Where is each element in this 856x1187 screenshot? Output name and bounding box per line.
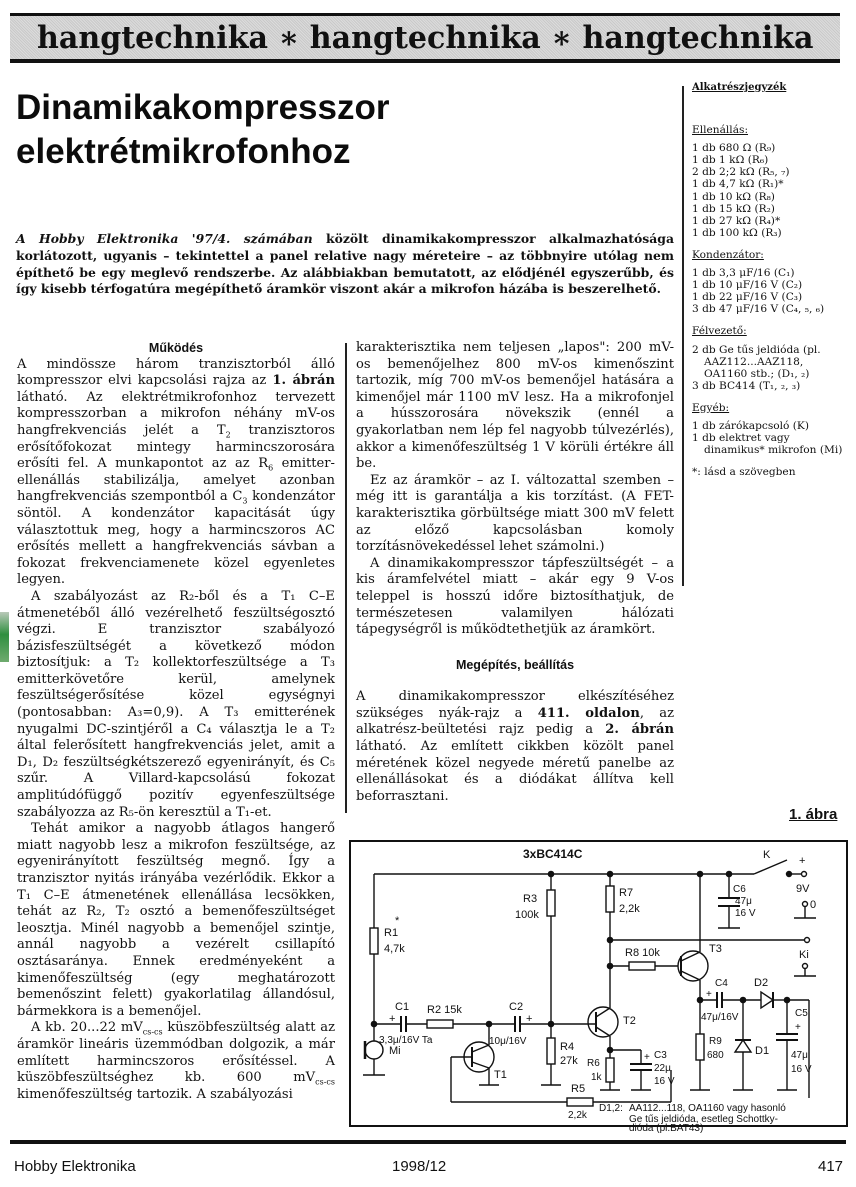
parts-item: 2 db Ge tűs jeldióda (pl. AAZ112...AAZ118, OA1160 stb.; (D₁, ₂) <box>692 343 821 380</box>
parts-item: 1 db elektret vagy dinamikus* mikrofon (Mi) <box>692 432 843 457</box>
svg-text:R2 15k: R2 15k <box>427 1004 462 1016</box>
svg-text:Mi: Mi <box>389 1045 401 1057</box>
svg-text:+: + <box>526 1013 533 1025</box>
section-heading-megepites: Megépítés, beállítás <box>455 657 575 672</box>
parts-group-other <box>692 402 848 456</box>
parts-group-heading: Egyéb: <box>692 401 730 414</box>
parts-item: 2 db 2;2 kΩ (R₅, ₇) <box>692 166 790 179</box>
scan-artifact-mark <box>0 612 9 662</box>
parts-item: 1 db 4,7 kΩ (R₁)* <box>692 178 784 191</box>
svg-text:*: * <box>395 915 400 927</box>
title-line-1: Dinamikakompresszor <box>16 88 390 127</box>
svg-text:47μ: 47μ <box>735 896 752 907</box>
parts-item: 3 db 47 μF/16 V (C₄, ₅, ₆) <box>692 303 825 316</box>
svg-text:T2: T2 <box>623 1015 636 1027</box>
svg-text:2,2k: 2,2k <box>568 1110 587 1121</box>
body-column-1 <box>17 340 335 1103</box>
paragraph: Ez az áramkör – az I. változattal szemben – még itt is garantálja a kis torzítást. (A FET-karakterisztika görbültsége miatt 300 mV felett az előző kapcsolásban komoly torzításnövekedéssel lehet számolni.) <box>356 472 674 555</box>
svg-text:47μ: 47μ <box>791 1050 808 1061</box>
svg-text:1k: 1k <box>591 1072 602 1083</box>
parts-list-sidebar <box>682 82 848 478</box>
schematic-note-line3: dióda (pl.BAT43) <box>629 1123 704 1134</box>
parts-item: 1 db 10 kΩ (R₈) <box>692 190 775 203</box>
svg-text:16 V: 16 V <box>735 908 756 919</box>
svg-text:+: + <box>644 1052 650 1063</box>
figure-label: 1. ábra <box>789 806 838 823</box>
svg-text:+: + <box>389 1013 396 1025</box>
parts-group-heading: Ellenállás: <box>692 124 749 137</box>
svg-text:100k: 100k <box>515 909 539 921</box>
banner-text: hangtechnika ∗ hangtechnika ∗ hangtechnika <box>36 19 814 56</box>
svg-text:27k: 27k <box>560 1055 578 1067</box>
svg-text:22μ: 22μ <box>654 1063 671 1074</box>
parts-item: 1 db 22 μF/16 V (C₃) <box>692 291 803 304</box>
paragraph: karakterisztika nem teljesen „lapos": 200 mV-os bemenőjelhez 800 mV-os kimenőszint tartozik, míg 700 mV-os bemenőjel hatására a kimenőjel már 1100 mV lesz. Ha a mikrofonjel a hússzorosára növekszik (ennél a gyakorlatban nem lép fel nagyobb túlvezérlés), akkor a kimenőfeszültség 1 V körüli értékre áll be. <box>356 340 674 472</box>
svg-text:R5: R5 <box>571 1083 586 1095</box>
article-title <box>16 86 476 174</box>
section-banner <box>10 13 840 63</box>
schematic-note-line2: Ge tűs jeldióda, esetleg Schottky- <box>629 1114 778 1125</box>
footer-rule <box>10 1140 846 1144</box>
svg-text:R6: R6 <box>587 1058 600 1069</box>
parts-item: 1 db 100 kΩ (R₃) <box>692 226 782 239</box>
svg-text:10μ/16V: 10μ/16V <box>489 1036 527 1047</box>
svg-text:16 V: 16 V <box>791 1064 812 1075</box>
svg-text:C3: C3 <box>654 1050 667 1061</box>
svg-text:C2: C2 <box>509 1001 524 1013</box>
parts-group-heading: Félvezető: <box>692 325 747 338</box>
paragraph: A dinamikakompresszor tápfeszültségét – a kis áramfelvétel miatt – akár egy 9 V-os teleppel is hosszú időre biztosíthatjuk, de természetesen valamilyen hálózati tápegységről is működtethetjük az áramkört. <box>356 555 674 638</box>
svg-text:D1: D1 <box>755 1045 770 1057</box>
page-reference: 411. oldalon <box>537 705 640 721</box>
svg-text:K: K <box>763 849 771 861</box>
svg-text:R8 10k: R8 10k <box>625 947 660 959</box>
paragraph: A szabályozást az R₂-ből és a T₁ C–E átmenetéből álló vezérelhető feszültségosztó végzi. E tranzisztor szabályozó bázisfeszültségét a következő módon biztosítjuk: a T₂ kollektorfeszültsége a T₃ emitterkövetőre kerül, amelynek feszültségerősítése közel egységnyi (pontosabban: A₃=0,9). A T₃ emitterének nyugalmi DC-szintjéről a C₄ választja le a T₂ által felerősített hangfrekvenciás jelet, amit a D₁, D₂ feszültségkétszerező egyenirányít, és C₅ szűr. A Villard-kapcsolású fokozat amplitúdófüggő pozitív egyenfeszültsége szabályozza az R₅-ön keresztül a T₁-et. <box>17 588 335 820</box>
svg-text:C6: C6 <box>733 884 746 895</box>
parts-group-semiconductors <box>692 325 848 391</box>
parts-item: 1 db zárókapcsoló (K) <box>692 419 809 432</box>
paragraph: A mindössze három tranzisztorból álló kompresszor elvi kapcsolási rajza az 1. ábrán látható. Az elektrétmikrofonhoz tervezett kompresszorban a mikrofon néhány mV-os hangfrekvenciás jelét a $T_2$ tranzisztoros erősítőfokozat mintegy harmincszorosára erősíti fel. A munkapontot az az $R_6$ emitter-ellenállás stabilizálja, amelyet azonban hangfrekvenciás szempontból a $C_3$ kondenzátor söntöl. A kondenzátor kapacitását úgy választottuk meg, hogy a harmincszoros AC erősítés mellett a hangfrekvenciás sávban a fokozat frekvenciamenete közel egyenletes legyen. <box>17 356 335 588</box>
parts-item: 1 db 1 kΩ (R₆) <box>692 154 769 167</box>
svg-text:4,7k: 4,7k <box>384 943 405 955</box>
svg-text:C5: C5 <box>795 1008 808 1019</box>
svg-text:R4: R4 <box>560 1041 575 1053</box>
footer-magazine: Hobby Elektronika <box>14 1158 136 1175</box>
circuit-schematic <box>349 840 849 1128</box>
svg-text:R3: R3 <box>523 893 538 905</box>
svg-text:16 V: 16 V <box>654 1076 675 1087</box>
svg-text:680: 680 <box>707 1050 724 1061</box>
article-lead <box>16 231 674 298</box>
schematic-note-line1: AA112...118, OA1160 vagy hasonló <box>629 1103 786 1114</box>
parts-item: 3 db BC414 (T₁, ₂, ₃) <box>692 379 801 392</box>
svg-text:T3: T3 <box>709 943 722 955</box>
footer-issue: 1998/12 <box>392 1158 447 1175</box>
svg-text:D2: D2 <box>754 977 769 989</box>
svg-text:+: + <box>795 1022 801 1033</box>
paragraph: A kb. 20...22 $mV_{cs-cs}$ küszöbfeszültség alatt az áramkör lineáris üzemmódban dolgozik, a már említett harmincszoros erősítéssel. A küszöbfeszültséghez kb. 600 $mV_{cs-cs}$ kimenőfeszültség tartozik. A szabályozási <box>17 1020 335 1102</box>
svg-text:47μ/16V: 47μ/16V <box>701 1012 739 1023</box>
column-divider <box>345 343 347 813</box>
figure-reference: 1. ábrán <box>272 373 335 389</box>
lead-source-reference: A Hobby Elektronika '97/4. számában <box>16 231 313 246</box>
parts-item: 1 db 3,3 μF/16 (C₁) <box>692 267 795 280</box>
parts-item: 1 db 15 kΩ (R₂) <box>692 202 775 215</box>
parts-group-heading: Kondenzátor: <box>692 248 764 261</box>
lead-text: közölt dinamikakompresszor alkalmazhatósága korlátozott, ugyanis – tekintettel a panel relative nagy méreteire – az többnyire utólag nem építhető be egy meglevő rendszerbe. Az alábbiakban bemutatott, az elődjénél egyszerűbb, és így kisebb térfogatúra megépíthető áramkör viszont akár a mikrofon házába is beszerelhető. <box>16 231 674 297</box>
svg-text:9V: 9V <box>796 883 810 895</box>
parts-list-footnote: *: lásd a szövegben <box>692 466 796 479</box>
section-heading-mukodes: Működés <box>148 341 204 355</box>
figure-reference: 2. ábrán <box>605 722 674 738</box>
svg-text:0: 0 <box>810 899 817 911</box>
parts-item: 1 db 680 Ω (R₉) <box>692 142 776 155</box>
svg-text:R1: R1 <box>384 927 399 939</box>
svg-text:R7: R7 <box>619 887 634 899</box>
svg-text:2,2k: 2,2k <box>619 903 640 915</box>
svg-text:Ki: Ki <box>799 949 809 961</box>
title-line-2: elektrétmikrofonhoz <box>16 132 351 171</box>
parts-group-resistors <box>692 124 848 239</box>
svg-text:C1: C1 <box>395 1001 410 1013</box>
svg-text:+: + <box>706 989 712 1000</box>
svg-text:C4: C4 <box>715 978 728 989</box>
parts-list-title: Alkatrészjegyzék <box>692 82 787 93</box>
paragraph: Tehát amikor a nagyobb átlagos hangerő miatt nagyobb lesz a mikrofon feszültsége, az egyenirányított feszültség megnő. Így a tranzisztor nyitás irányába vezérlődik. Ekkor a T₁ C–E átmenetének ellenállása lecsökken, tehát az R₂, T₂ osztó a bemenőfeszültséget leosztja. Minél nagyobb a bemenőjel szintje, annál nagyobb a vezérelt csillapító osztásaránya. Ennek eredményeként a kimenőfeszültség (egy meghatározott bemenőszint felett) gyakorlatilag állandósul, bármekkora is a bemenőjel. <box>17 821 335 1019</box>
svg-text:3,3μ/16V Ta: 3,3μ/16V Ta <box>379 1035 433 1046</box>
body-column-2 <box>356 340 674 805</box>
svg-text:T1: T1 <box>494 1069 507 1081</box>
parts-item: 1 db 10 μF/16 V (C₂) <box>692 279 803 292</box>
paragraph: A dinamikakompresszor elkészítéséhez szükséges nyák-rajz a 411. oldalon, az alkatrész-beültetési rajz pedig a 2. ábrán látható. Az említett cikkben közölt panel méretének közel negyede méretű panelbe az ellenállásokat és a diódákat állítva kell beforrasztani. <box>356 689 674 804</box>
schematic-title: 3xBC414C <box>523 847 583 861</box>
parts-group-capacitors <box>692 249 848 315</box>
svg-text:R9: R9 <box>709 1036 722 1047</box>
schematic-note-prefix: D1,2: <box>599 1103 623 1114</box>
svg-text:+: + <box>799 855 806 867</box>
parts-item: 1 db 27 kΩ (R₄)* <box>692 214 781 227</box>
footer-page-number: 417 <box>818 1158 844 1175</box>
